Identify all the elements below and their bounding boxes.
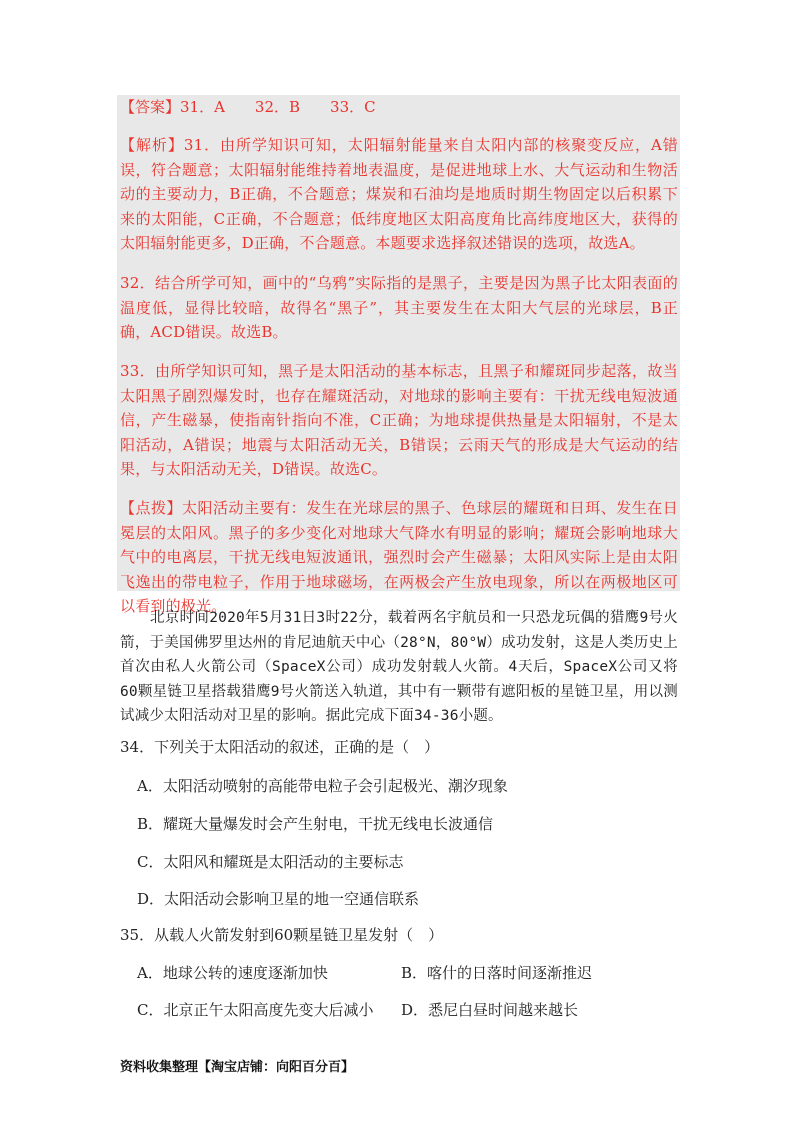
- question-34-option-b: B．耀斑大量爆发时会产生射电，干扰无线电长波通信: [137, 815, 494, 833]
- question-34-option-d: D．太阳活动会影响卫星的地一空通信联系: [137, 890, 420, 908]
- analysis-33: 33．由所学知识可知，黑子是太阳活动的基本标志，且黑子和耀斑同步起落，故当太阳黑子剧烈爆发时，也存在耀斑活动，对地球的影响主要有：干扰无线电短波通信，产生磁暴，使指南针指向不准，C正确；为地球提供热量是太阳辐射，不是太阳活动，A错误；地震与太阳活动无关，B错误；云雨天气的形成是大气运动的结果，与太阳活动无关，D错误。故选C。: [120, 362, 678, 478]
- question-35-option-b: B．喀什的日落时间逐渐推迟: [401, 964, 593, 982]
- question-35-option-c: C．北京正午太阳高度先变大后减小: [137, 1001, 374, 1019]
- question-35-option-a: A．地球公转的速度逐渐加快: [137, 964, 328, 982]
- analysis-32: 32．结合所学可知，画中的“乌鸦”实际指的是黑子，主要是因为黑子比太阳表面的温度低，显得比较暗，故得名“黑子”，其主要发生在太阳大气层的光球层，B正确，ACD错误。故选B。: [120, 274, 678, 341]
- tip-paragraph: 【点拨】太阳活动主要有：发生在光球层的黑子、色球层的耀斑和日珥、发生在日冕层的太阳风。黑子的多少变化对地球大气降水有明显的影响；耀斑会影响地球大气中的电离层，干扰无线电短波通讯，强烈时会产生磁暴；太阳风实际上是由太阳飞逸出的带电粒子，作用于地球磁场，在两极会产生放电现象，所以在两极地区可以看到的极光。: [120, 499, 678, 615]
- intro-passage: 北京时间2020年5月31日3时22分，载着两名宇航员和一只恐龙玩偶的猎鹰9号火箭，于美国佛罗里达州的肯尼迪航天中心（28°N，80°W）成功发射，这是人类历史上首次由私人火箭公司（SpaceX公司）成功发射载人火箭。4天后，SpaceX公司又将60颗星链卫星搭载猎鹰9号火箭送入轨道，其中有一颗带有遮阳板的星链卫星，用以测试减少太阳活动对卫星的影响。据此完成下面34-36小题。: [120, 610, 678, 724]
- question-35-stem: 35．从载人火箭发射到60颗星链卫星发射（ ）: [120, 926, 444, 944]
- question-34-option-c: C．太阳风和耀斑是太阳活动的主要标志: [137, 853, 404, 871]
- page-footer: 资料收集整理【淘宝店铺：向阳百分百】: [120, 1060, 355, 1075]
- question-35-option-d: D．悉尼白昼时间越来越长: [401, 1001, 579, 1019]
- answer-line: 【答案】31．A 32．B 33．C: [120, 98, 376, 116]
- analysis-31: 【解析】31．由所学知识可知，太阳辐射能量来自太阳内部的核聚变反应，A错误，符合题意；太阳辐射能维持着地表温度，是促进地球上水、大气运动和生物活动的主要动力，B正确，不合题意；煤炭和石油均是地质时期生物固定以后积累下来的太阳能，C正确，不合题意；低纬度地区太阳高度角比高纬度地区大，获得的太阳辐射能更多，D正确，不合题意。本题要求选择叙述错误的选项，故选A。: [120, 136, 678, 252]
- question-34-option-a: A．太阳活动喷射的高能带电粒子会引起极光、潮汐现象: [137, 777, 508, 795]
- question-34-stem: 34．下列关于太阳活动的叙述，正确的是（ ）: [120, 738, 440, 756]
